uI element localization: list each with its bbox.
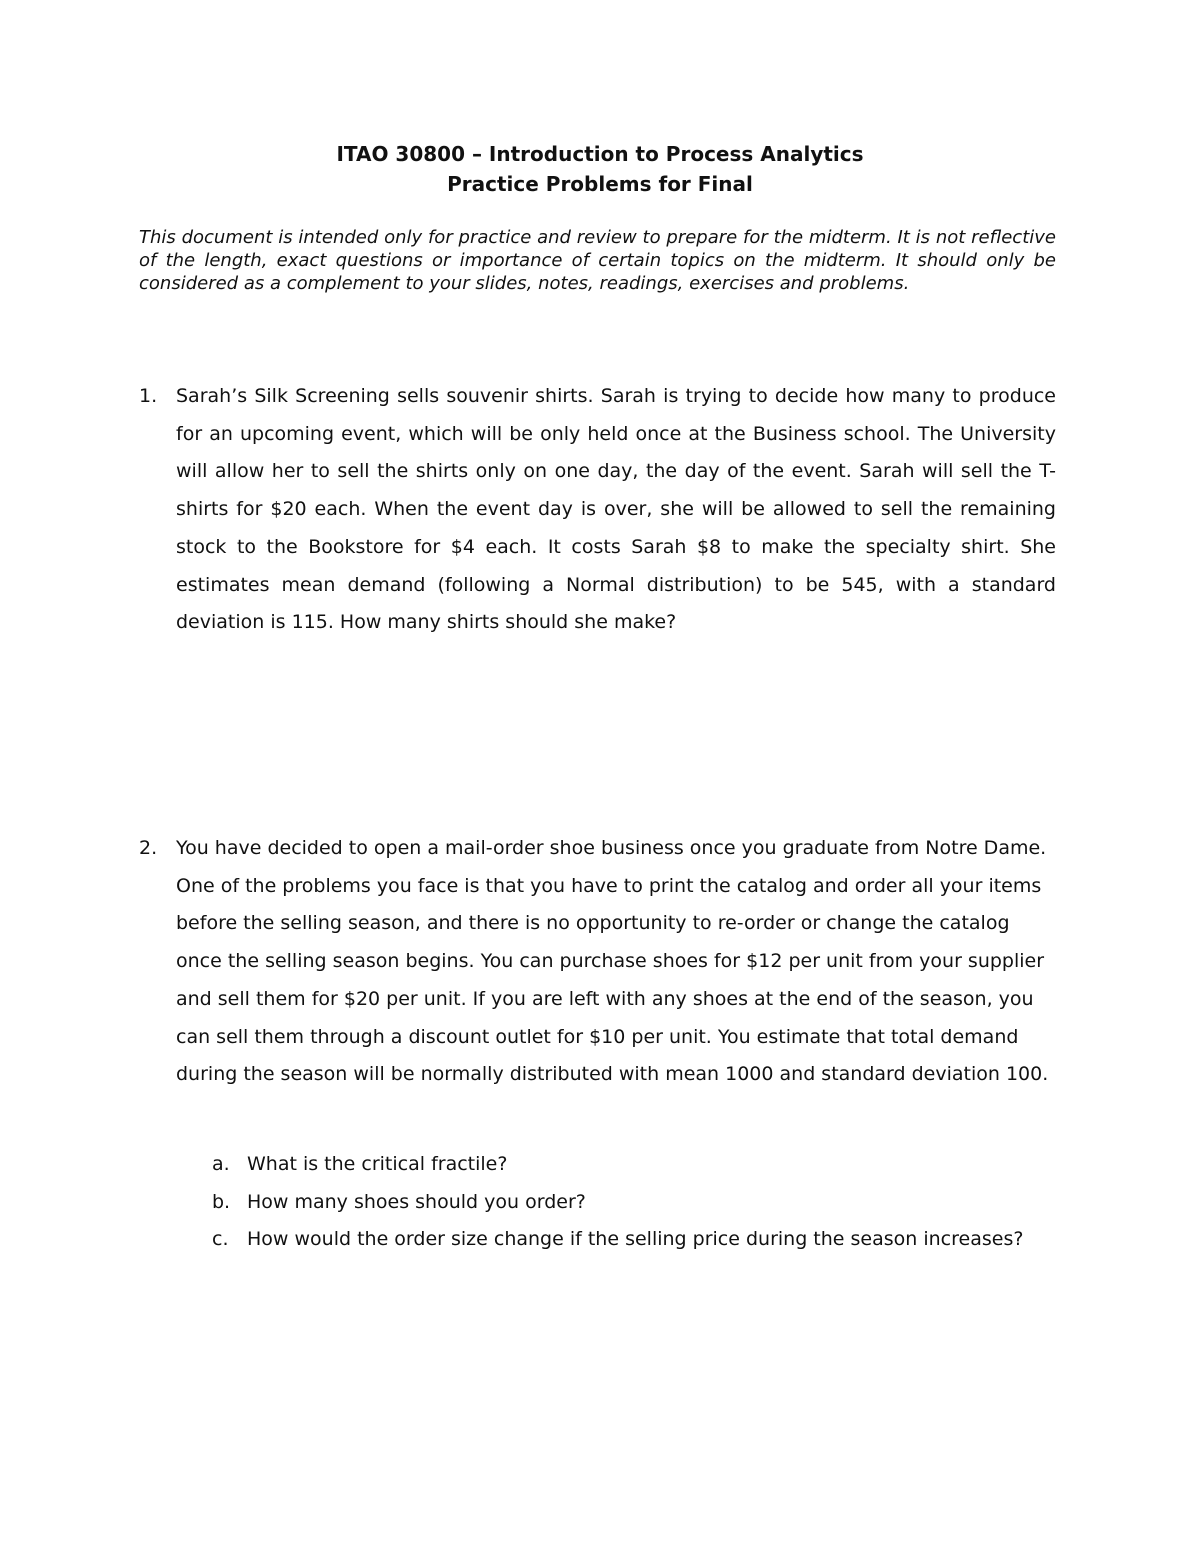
problem-number: 1. [139,385,158,407]
subpart-text: How would the order size change if the selling price during the season increases? [247,1228,1024,1251]
problem-1 [139,378,1056,642]
subpart-b [212,1184,1032,1222]
document-title: ITAO 30800 – Introduction to Process Analytics [336,142,864,166]
subpart-letter: a. [212,1153,230,1175]
subpart-a [212,1146,1032,1184]
problem-text: You have decided to open a mail-order shoe business once you graduate from Notre Dame. One of the problems you face is that you have to print the catalog and order all your items before the selling season, and there is no opportunity to re-order or change the catalog once the selling season begins. You can purchase shoes for $12 per unit from your supplier and sell them for $20 per unit. If you are left with any shoes at the end of the season, you can sell them through a discount outlet for $10 per unit. You estimate that total demand during the season will be normally distributed with mean 1000 and standard deviation 100. [176,837,1049,1086]
subpart-text: What is the critical fractile? [247,1153,508,1175]
subpart-letter: c. [212,1228,229,1251]
intro-paragraph: This document is intended only for practice and review to prepare for the midterm. It is not reflective of the length, exact questions or importance of certain topics on the midterm. It should only be considered as a complement to your slides, notes, readings, exercises and problems. [139,227,1056,294]
subpart-text: How many shoes should you order? [247,1190,586,1213]
problem-2 [139,830,1056,1094]
problem-2-subparts [212,1146,1032,1259]
subpart-c [212,1221,1032,1259]
subpart-letter: b. [212,1190,231,1213]
problem-number: 2. [139,837,158,859]
document-subtitle: Practice Problems for Final [447,172,753,196]
problem-text: Sarah’s Silk Screening sells souvenir shirts. Sarah is trying to decide how many to produce for an upcoming event, which will be only held once at the Business school. The University will allow her to sell the shirts only on one day, the day of the event. Sarah will sell the T-shirts for $20 each. When the event day is over, she will be allowed to sell the remaining stock to the Bookstore for $4 each. It costs Sarah $8 to make the specialty shirt. She estimates mean demand (following a Normal distribution) to be 545, with a standard deviation is 115. How many shirts should she make? [176,385,1056,634]
